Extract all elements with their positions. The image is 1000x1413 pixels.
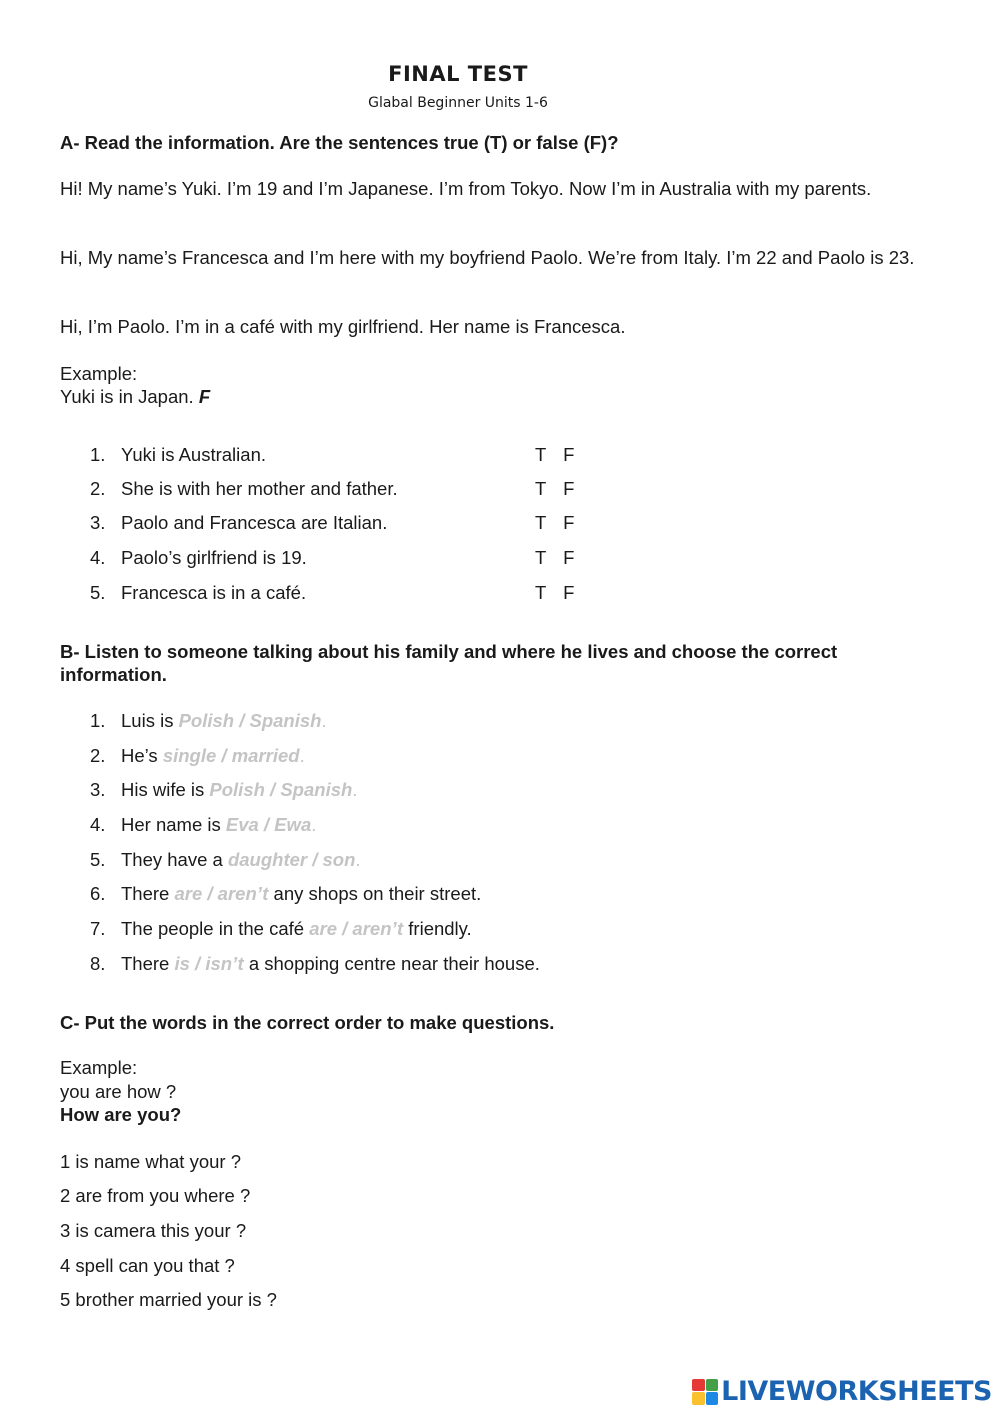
- choice-prefix: The people in the café: [121, 918, 310, 939]
- choice-suffix: .: [311, 814, 317, 835]
- choice-suffix: .: [352, 779, 358, 800]
- item-number: 4.: [90, 547, 106, 568]
- choice-prefix: He’s: [121, 745, 163, 766]
- choice-suffix: a shopping centre near their house.: [243, 953, 540, 974]
- logo-square: [692, 1392, 705, 1405]
- choice-options[interactable]: Polish / Spanish: [209, 779, 353, 800]
- choice-options[interactable]: are / aren’t: [309, 918, 404, 939]
- scrambled-question: 1 is name what your ?: [60, 1151, 241, 1172]
- item-number: 3.: [90, 779, 106, 800]
- item-number: 5.: [90, 582, 106, 603]
- choice-options[interactable]: daughter / son: [227, 849, 356, 870]
- choice-sentence: [121, 953, 540, 975]
- worksheet-subtitle: Glabal Beginner Units 1-6: [368, 95, 548, 111]
- example-sentence-text: Yuki is in Japan.: [60, 386, 194, 407]
- scrambled-question: 5 brother married your is ?: [60, 1289, 277, 1310]
- choice-sentence: [121, 710, 327, 732]
- tf-statement: Francesca is in a café.: [121, 582, 307, 603]
- choice-suffix: .: [299, 745, 305, 766]
- choice-options[interactable]: is / isn’t: [174, 953, 244, 974]
- choice-prefix: Luis is: [121, 710, 179, 731]
- logo-square: [706, 1392, 719, 1405]
- choice-prefix: They have a: [121, 849, 228, 870]
- scrambled-question: 3 is camera this your ?: [60, 1220, 247, 1241]
- choice-suffix: .: [355, 849, 361, 870]
- choice-suffix: any shops on their street.: [268, 883, 482, 904]
- choice-options[interactable]: are / aren’t: [174, 883, 269, 904]
- example-scrambled-words: you are how ?: [60, 1081, 177, 1102]
- choice-sentence: [121, 918, 472, 940]
- tf-choice[interactable]: T F: [535, 478, 575, 499]
- choice-sentence: [121, 849, 361, 871]
- example-answer: How are you?: [60, 1104, 182, 1125]
- section-a-heading: A- Read the information. Are the sentences true (T) or false (F)?: [60, 132, 619, 153]
- section-b-heading: B- Listen to someone talking about his family and where he lives and choose the correct information.: [60, 641, 838, 685]
- reading-paragraph-yuki: Hi! My name’s Yuki. I’m 19 and I’m Japanese. I’m from Tokyo. Now I’m in Australia with my parents.: [60, 178, 872, 199]
- logo-square: [692, 1379, 705, 1392]
- choice-sentence: [121, 814, 316, 836]
- tf-statement: Paolo’s girlfriend is 19.: [121, 547, 307, 568]
- choice-options[interactable]: Polish / Spanish: [178, 710, 322, 731]
- item-number: 8.: [90, 953, 106, 974]
- logo-grid-icon: [692, 1379, 718, 1405]
- tf-choice[interactable]: T F: [535, 444, 575, 465]
- item-number: 3.: [90, 512, 106, 533]
- choice-prefix: There: [121, 883, 175, 904]
- choice-options[interactable]: Eva / Ewa: [225, 814, 312, 835]
- item-number: 2.: [90, 478, 106, 499]
- choice-sentence: [121, 779, 357, 801]
- choice-prefix: There: [121, 953, 175, 974]
- tf-choice[interactable]: T F: [535, 582, 575, 603]
- tf-statement: Yuki is Australian.: [121, 444, 266, 465]
- choice-prefix: Her name is: [121, 814, 226, 835]
- choice-suffix: friendly.: [403, 918, 472, 939]
- item-number: 6.: [90, 883, 106, 904]
- worksheet-title: FINAL TEST: [388, 62, 528, 86]
- example-label: Example:: [60, 1057, 138, 1078]
- scrambled-question: 2 are from you where ?: [60, 1185, 251, 1206]
- reading-paragraph-francesca: Hi, My name’s Francesca and I’m here with my boyfriend Paolo. We’re from Italy. I’m 22 and Paolo is 23.: [60, 247, 915, 268]
- choice-sentence: [121, 745, 305, 767]
- reading-paragraph-paolo: Hi, I’m Paolo. I’m in a café with my girlfriend. Her name is Francesca.: [60, 316, 626, 337]
- choice-options[interactable]: single / married: [162, 745, 300, 766]
- choice-suffix: .: [321, 710, 327, 731]
- item-number: 7.: [90, 918, 106, 939]
- tf-choice[interactable]: T F: [535, 547, 575, 568]
- item-number: 4.: [90, 814, 106, 835]
- tf-statement: Paolo and Francesca are Italian.: [121, 512, 388, 533]
- liveworksheets-logo: [692, 1376, 992, 1407]
- example-label: Example:: [60, 363, 138, 384]
- logo-square: [706, 1379, 719, 1392]
- section-c-heading: C- Put the words in the correct order to make questions.: [60, 1012, 555, 1033]
- scrambled-question: 4 spell can you that ?: [60, 1255, 235, 1276]
- example-sentence: [60, 385, 920, 408]
- item-number: 1.: [90, 710, 106, 731]
- choice-sentence: [121, 883, 481, 905]
- item-number: 2.: [90, 745, 106, 766]
- tf-choice[interactable]: T F: [535, 512, 575, 533]
- item-number: 5.: [90, 849, 106, 870]
- choice-prefix: His wife is: [121, 779, 210, 800]
- tf-statement: She is with her mother and father.: [121, 478, 398, 499]
- logo-wordmark: LIVEWORKSHEETS: [721, 1376, 992, 1407]
- example-answer: F: [198, 386, 211, 407]
- item-number: 1.: [90, 444, 106, 465]
